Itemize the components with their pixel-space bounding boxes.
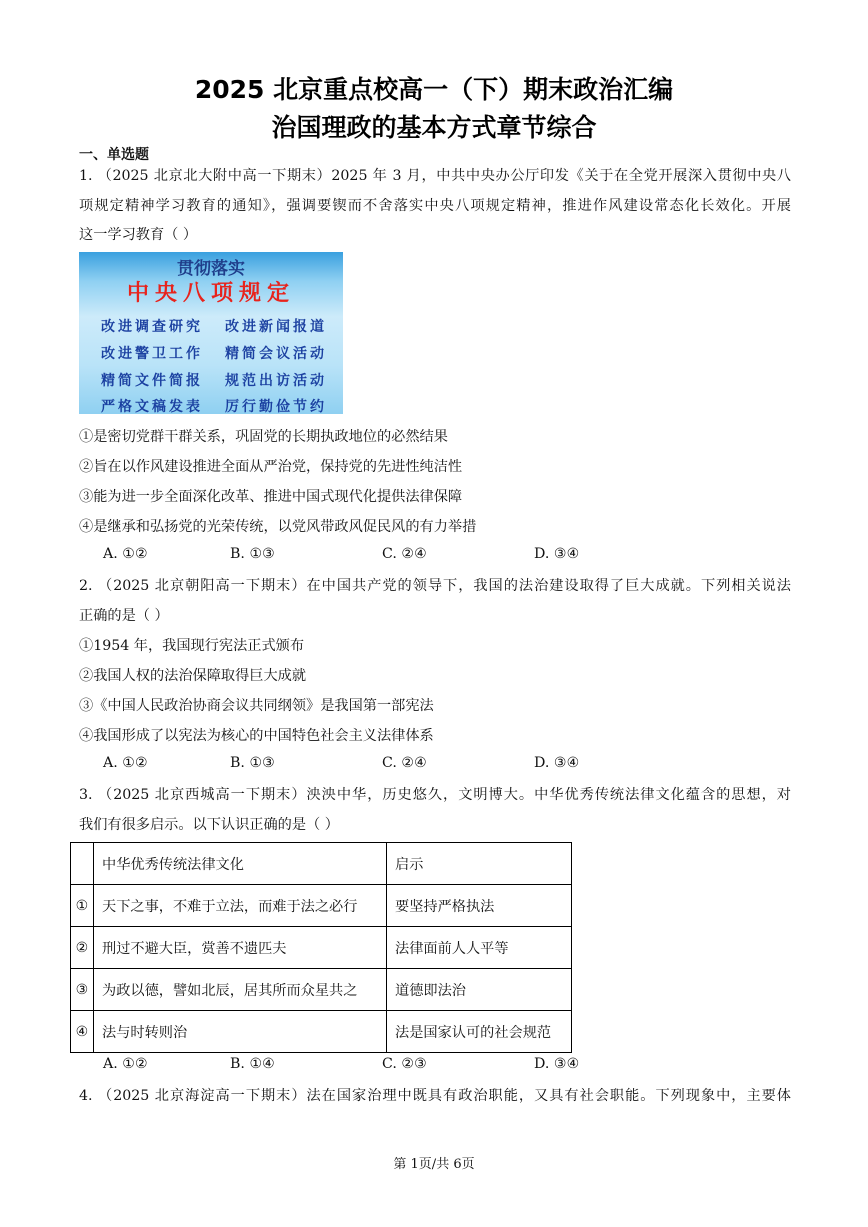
choice-a[interactable]: A. ①②	[103, 546, 148, 562]
table-row	[71, 927, 572, 969]
table-cell: ③	[71, 969, 94, 1011]
table-row	[71, 885, 572, 927]
table-header-cell	[71, 843, 94, 885]
table-row	[71, 1011, 572, 1053]
document-title: 2025 北京重点校高一（下）期末政治汇编	[194, 75, 674, 104]
banner-item: 精简文件简报	[101, 373, 203, 389]
choice-b[interactable]: B. ①③	[230, 755, 275, 771]
table-cell: ④	[71, 1011, 94, 1053]
q3-stem-line-1: 3. （2025 北京西城高一下期末）泱泱中华，历史悠久，文明博大。中华优秀传统法律文化蕴含的思想，对	[79, 787, 791, 803]
table-cell: ①	[71, 885, 94, 927]
choice-c[interactable]: C. ②③	[382, 1056, 427, 1072]
table-cell: ②	[71, 927, 94, 969]
banner-item: 严格文稿发表	[101, 399, 203, 414]
table-cell: 道德即法治	[387, 969, 572, 1011]
table-header-cell: 中华优秀传统法律文化	[94, 843, 387, 885]
banner-item: 精简会议活动	[225, 346, 327, 362]
choice-c[interactable]: C. ②④	[382, 546, 427, 562]
choice-d[interactable]: D. ③④	[534, 1056, 580, 1072]
table-cell: 天下之事，不难于立法，而难于法之必行	[94, 885, 387, 927]
table-cell: 要坚持严格执法	[387, 885, 572, 927]
q2-statement: ④我国形成了以宪法为核心的中国特色社会主义法律体系	[79, 728, 434, 744]
banner-top-text: 贯彻落实	[177, 259, 245, 279]
banner-main-text: 中央八项规定	[126, 281, 295, 306]
banner-item: 厉行勤俭节约	[225, 399, 327, 414]
choice-d[interactable]: D. ③④	[534, 546, 580, 562]
choice-d[interactable]: D. ③④	[534, 755, 580, 771]
q2-statement: ③《中国人民政治协商会议共同纲领》是我国第一部宪法	[79, 698, 434, 714]
choice-a[interactable]: A. ①②	[103, 755, 148, 771]
table-cell: 法是国家认可的社会规范	[387, 1011, 572, 1053]
choice-c[interactable]: C. ②④	[382, 755, 427, 771]
q4-stem-line-1: 4. （2025 北京海淀高一下期末）法在国家治理中既具有政治职能，又具有社会职能。下列现象中，主要体	[79, 1088, 791, 1104]
q2-statement: ②我国人权的法治保障取得巨大成就	[79, 668, 307, 684]
q2-stem-line-1: 2. （2025 北京朝阳高一下期末）在中国共产党的领导下，我国的法治建设取得了巨大成就。下列相关说法	[79, 578, 791, 594]
q1-stem-line-1: 1. （2025 北京北大附中高一下期末）2025 年 3 月，中共中央办公厅印发《关于在全党开展深入贯彻中央八	[79, 168, 791, 184]
table-cell: 法与时转则治	[94, 1011, 387, 1053]
q1-statement: ①是密切党群干群关系，巩固党的长期执政地位的必然结果	[79, 429, 448, 445]
q3-table	[70, 842, 572, 1053]
q1-statement: ②旨在以作风建设推进全面从严治党，保持党的先进性纯洁性	[79, 459, 463, 475]
table-row	[71, 969, 572, 1011]
q1-stem-line-2: 项规定精神学习教育的通知》，强调要锲而不舍落实中央八项规定精神，推进作风建设常态化长效化。开展	[79, 198, 791, 214]
banner-item: 改进新闻报道	[225, 319, 327, 335]
banner-item: 规范出访活动	[225, 373, 327, 389]
q2-statement: ①1954 年，我国现行宪法正式颁布	[79, 638, 305, 654]
q2-stem-line-2: 正确的是（ ）	[79, 608, 169, 624]
table-header-row	[71, 843, 572, 885]
choice-b[interactable]: B. ①③	[230, 546, 275, 562]
document-subtitle: 治国理政的基本方式章节综合	[271, 113, 597, 142]
banner-item: 改进调查研究	[101, 319, 203, 335]
q1-statement: ④是继承和弘扬党的光荣传统，以党风带政风促民风的有力举措	[79, 519, 477, 535]
table-cell: 刑过不避大臣，赏善不遗匹夫	[94, 927, 387, 969]
choice-b[interactable]: B. ①④	[230, 1056, 275, 1072]
q1-stem-line-3: 这一学习教育（ ）	[79, 227, 198, 243]
q1-banner-image	[79, 252, 343, 414]
table-cell: 为政以德，譬如北辰，居其所而众星共之	[94, 969, 387, 1011]
q3-stem-line-2: 我们有很多启示。以下认识正确的是（ ）	[79, 817, 339, 833]
choice-a[interactable]: A. ①②	[103, 1056, 148, 1072]
table-header-cell: 启示	[387, 843, 572, 885]
banner-item: 改进警卫工作	[101, 346, 203, 362]
page-footer: 第 1页/共 6页	[393, 1157, 475, 1172]
q1-statement: ③能为进一步全面深化改革、推进中国式现代化提供法律保障	[79, 489, 463, 505]
table-cell: 法律面前人人平等	[387, 927, 572, 969]
section-heading: 一、单选题	[79, 147, 149, 163]
